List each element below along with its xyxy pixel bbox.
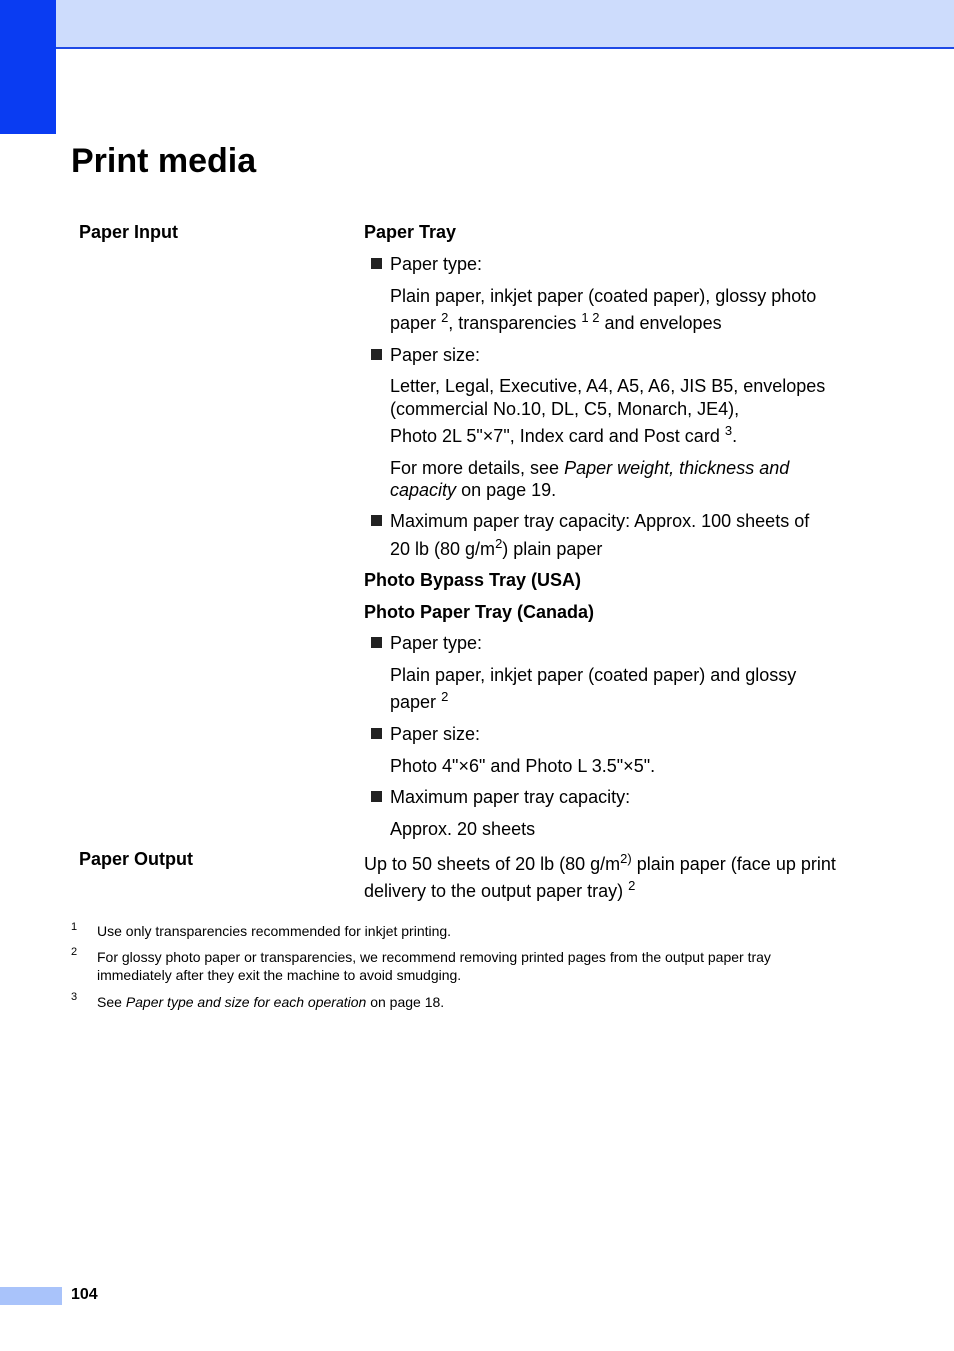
footnote-text: See Paper type and size for each operation on page 18.: [97, 994, 445, 1010]
bypass-size-value: Photo 4"×6" and Photo L 3.5"×5".: [390, 756, 656, 776]
bypass-size-label: Paper size:: [390, 724, 481, 744]
tray-type-line1: Plain paper, inkjet paper (coated paper), glossy photo: [390, 286, 817, 306]
tray-size-label: Paper size:: [390, 345, 481, 365]
bypass-type-line2: paper $^2$: [390, 689, 449, 712]
bypass-heading-usa: Photo Bypass Tray (USA): [364, 570, 582, 590]
chapter-tab: [0, 0, 56, 134]
paper-output-label: Paper Output: [79, 849, 194, 869]
footnote-text: Use only transparencies recommended for inkjet printing.: [97, 923, 452, 939]
footnote-number: 1: [71, 921, 78, 933]
tray-size-line1: Letter, Legal, Executive, A4, A5, A6, JIS B5, envelopes: [390, 376, 826, 396]
tray-size-line3: Photo 2L 5"×7", Index card and Post card $^3$.: [390, 423, 738, 446]
bypass-capacity-label: Maximum paper tray capacity:: [390, 787, 631, 807]
bullet-icon: [371, 349, 382, 360]
footnote-number: 2: [71, 946, 78, 958]
bypass-type-line1: Plain paper, inkjet paper (coated paper) and glossy: [390, 665, 797, 685]
output-line1: Up to 50 sheets of 20 lb (80 $g/m^{2)}$ plain paper (face up print: [364, 851, 836, 874]
tray-size-line2: (commercial No.10, DL, C5, Monarch, JE4),: [390, 399, 740, 419]
bullet-icon: [371, 637, 382, 648]
bypass-heading-canada: Photo Paper Tray (Canada): [364, 602, 595, 622]
bypass-type-label: Paper type:: [390, 633, 483, 653]
header-band: [0, 0, 954, 49]
page-number-tab: [0, 1287, 62, 1305]
tray-details-line1: For more details, see Paper weight, thickness and: [390, 458, 790, 478]
tray-capacity-line1: Maximum paper tray capacity: Approx. 100 sheets of: [390, 511, 810, 531]
output-line2: delivery to the output paper tray) $^2$: [364, 878, 636, 901]
page-number: 104: [71, 1286, 98, 1303]
tray-capacity-line2: 20 lb (80 $g/m^2$) plain paper: [390, 536, 603, 559]
bullet-icon: [371, 515, 382, 526]
paper-type-link[interactable]: Paper type and size for each operation: [125, 994, 367, 1010]
bullet-icon: [371, 791, 382, 802]
tray-type-line2: paper $^2$, transparencies $^{1 2}$ and envelopes: [390, 310, 722, 333]
footnote-number: 3: [71, 991, 78, 1003]
paper-weight-link[interactable]: Paper weight, thickness and: [564, 458, 790, 478]
bullet-icon: [371, 728, 382, 739]
tray-type-label: Paper type:: [390, 254, 483, 274]
paper-input-label: Paper Input: [79, 222, 179, 242]
page-title: Print media: [71, 142, 257, 180]
footnote-text: For glossy photo paper or transparencies, we recommend removing printed pages from the output paper tray immediately after they exit the machine to avoid smudging.: [97, 949, 771, 983]
paper-tray-heading: Paper Tray: [364, 222, 457, 242]
tray-details-line2: capacity on page 19.: [390, 480, 557, 500]
bullet-icon: [371, 258, 382, 269]
bypass-capacity-value: Approx. 20 sheets: [390, 819, 536, 839]
